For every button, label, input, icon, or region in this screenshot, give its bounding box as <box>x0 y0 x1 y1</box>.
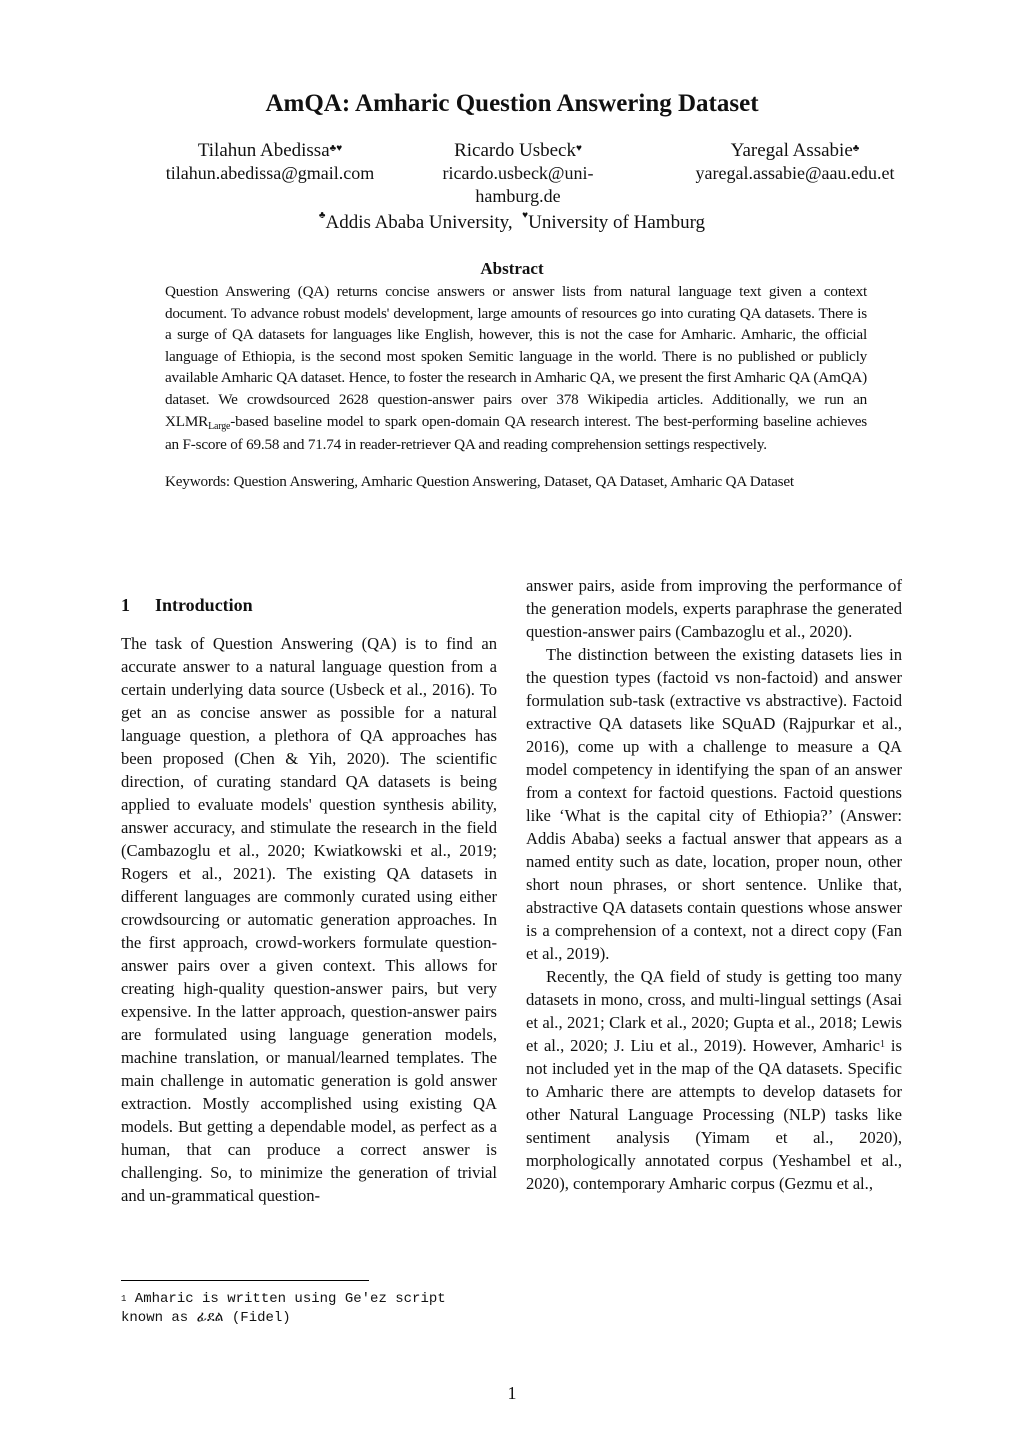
abstract-subscript: Large <box>208 420 231 432</box>
intro-paragraph-1: The task of Question Answering (QA) is to find an accurate answer to a natural language question from a certain underlying data source (Usbeck et al., 2016). To get an as concise answer as possible for a natural language question, a plethora of QA approaches has been proposed (Chen & Yih, 2020). The scientific direction, of curating standard QA datasets is being applied to evaluate models' question synthesis ability, answer accuracy, and stimulate the research in the field (Cambazoglu et al., 2020; Kwiatkowski et al., 2019; Rogers et al., 2021). The existing QA datasets in different languages are commonly curated using either crowdsourcing or automatic generation approaches. In the first approach, crowd-workers formulate question-answer pairs over a given context. This allows for creating high-quality question-answer pairs, but very expensive. In the latter approach, question-answer pairs are formulated using language generation models, machine translation, or manual/learned templates. The main challenge in automatic generation is gold answer extraction. Mostly accomplished using existing QA models. But getting a dependable model, as perfect as a human, that can produce a correct answer is challenging. So, to minimize the generation of trivial and un-grammatical question- <box>121 634 497 1205</box>
author-3-email: yaregal.assabie@aau.edu.et <box>695 163 895 183</box>
affiliation-mark-1: ♣ <box>318 210 326 221</box>
abstract-body <box>165 281 867 492</box>
keywords: Keywords: Question Answering, Amharic Question Answering, Dataset, QA Dataset, Amharic QA Dataset <box>165 472 794 490</box>
author-2-email-line2: hamburg.de <box>475 186 561 206</box>
intro-paragraph-3-part2: is not included yet in the map of the QA datasets. Specific to Amharic there are attempts to develop datasets for other Natural Language Processing (NLP) tasks like sentiment analysis (Yimam et al., 2020), morphologically annotated corpus (Yeshambel et al., 2020), contemporary Amharic corpus (Gezmu et al., <box>526 1036 902 1193</box>
footnote-line-2: known as ፊደል (Fidel) <box>121 1310 291 1326</box>
author-2-name: Ricardo Usbeck <box>454 140 576 161</box>
footnote-mark: 1 <box>121 1294 127 1304</box>
author-1-email: tilahun.abedissa@gmail.com <box>165 163 375 183</box>
abstract-text <box>165 281 867 456</box>
author-1 <box>130 139 410 185</box>
abstract-text-part1: Question Answering (QA) returns concise answers or answer lists from natural language text given a context document. To advance robust models' development, large amounts of resources go into curating QA datasets. There is a surge of QA datasets for languages like English, however, this is not the case for Amharic. Amharic, the official language of Ethiopia, is the second most spoken Semitic language in the world. There is no published or publicly available Amharic QA dataset. Hence, to foster the research in Amharic QA, we present the first Amharic QA (AmQA) dataset. We crowdsourced 2628 question-answer pairs over 378 Wikipedia articles. Additionally, we run an XLMR <box>165 283 867 430</box>
right-column <box>526 574 902 1195</box>
abstract-heading: Abstract <box>480 259 544 278</box>
author-3 <box>660 139 930 185</box>
footnote <box>121 1290 541 1328</box>
affiliation-mark-2: ♥ <box>522 210 529 221</box>
author-2 <box>400 139 636 208</box>
author-1-name: Tilahun Abedissa <box>197 140 330 161</box>
page-number: 1 <box>507 1383 517 1403</box>
abstract-text-part2: -based baseline model to spark open-domain QA research interest. The best-performing baseline achieves an F-score of 69.58 and 71.74 in reader-retriever QA and reading comprehension settings respectively. <box>165 412 867 454</box>
author-2-email-line1: ricardo.usbeck@uni- <box>442 163 594 183</box>
author-3-marks: ♣ <box>852 143 860 154</box>
paper-title: AmQA: Amharic Question Answering Dataset <box>265 90 759 117</box>
intro-paragraph-3 <box>526 965 902 1195</box>
footnote-divider <box>121 1280 369 1281</box>
author-2-marks: ♥ <box>575 143 582 154</box>
author-3-name: Yaregal Assabie <box>730 140 853 161</box>
affiliation-2: University of Hamburg <box>528 212 706 233</box>
footnote-reference[interactable]: 1 <box>879 1039 885 1050</box>
intro-paragraph-2: The distinction between the existing datasets lies in the question types (factoid vs non-factoid) and answer formulation sub-task (extractive vs abstractive). Factoid extractive QA datasets like SQuAD (Rajpurkar et al., 2016), come up with a challenge to measure a QA model competency in identifying the span of an answer from a context for factoid questions. Factoid questions like ‘What is the capital city of Ethiopia?’ (Answer: Addis Ababa) seeks a factual answer that appears as a named entity such as date, location, proper noun, other short noun phrases, or short sentence. Unlike that, abstractive QA datasets contain questions whose answer is a comprehension of a context, not a direct copy (Fan et al., 2019). <box>526 645 902 963</box>
footnote-line-1: Amharic is written using Ge'ez script <box>126 1291 446 1307</box>
left-column <box>121 632 497 1207</box>
section-heading <box>121 595 253 616</box>
affiliations <box>0 212 1024 234</box>
affiliation-1: Addis Ababa University, <box>325 212 513 233</box>
section-number: 1 <box>121 595 130 615</box>
intro-paragraph-3-part1: Recently, the QA field of study is getting too many datasets in mono, cross, and multi-lingual settings (Asai et al., 2021; Clark et al., 2020; Gupta et al., 2018; Lewis et al., 2020; J. Liu et al., 2019). However, Amharic <box>526 967 902 1055</box>
intro-paragraph-cont: answer pairs, aside from improving the performance of the generation models, experts paraphrase the generated question-answer pairs (Cambazoglu et al., 2020). <box>526 576 902 641</box>
section-title: Introduction <box>155 595 253 615</box>
author-1-marks: ♣♥ <box>329 143 343 154</box>
